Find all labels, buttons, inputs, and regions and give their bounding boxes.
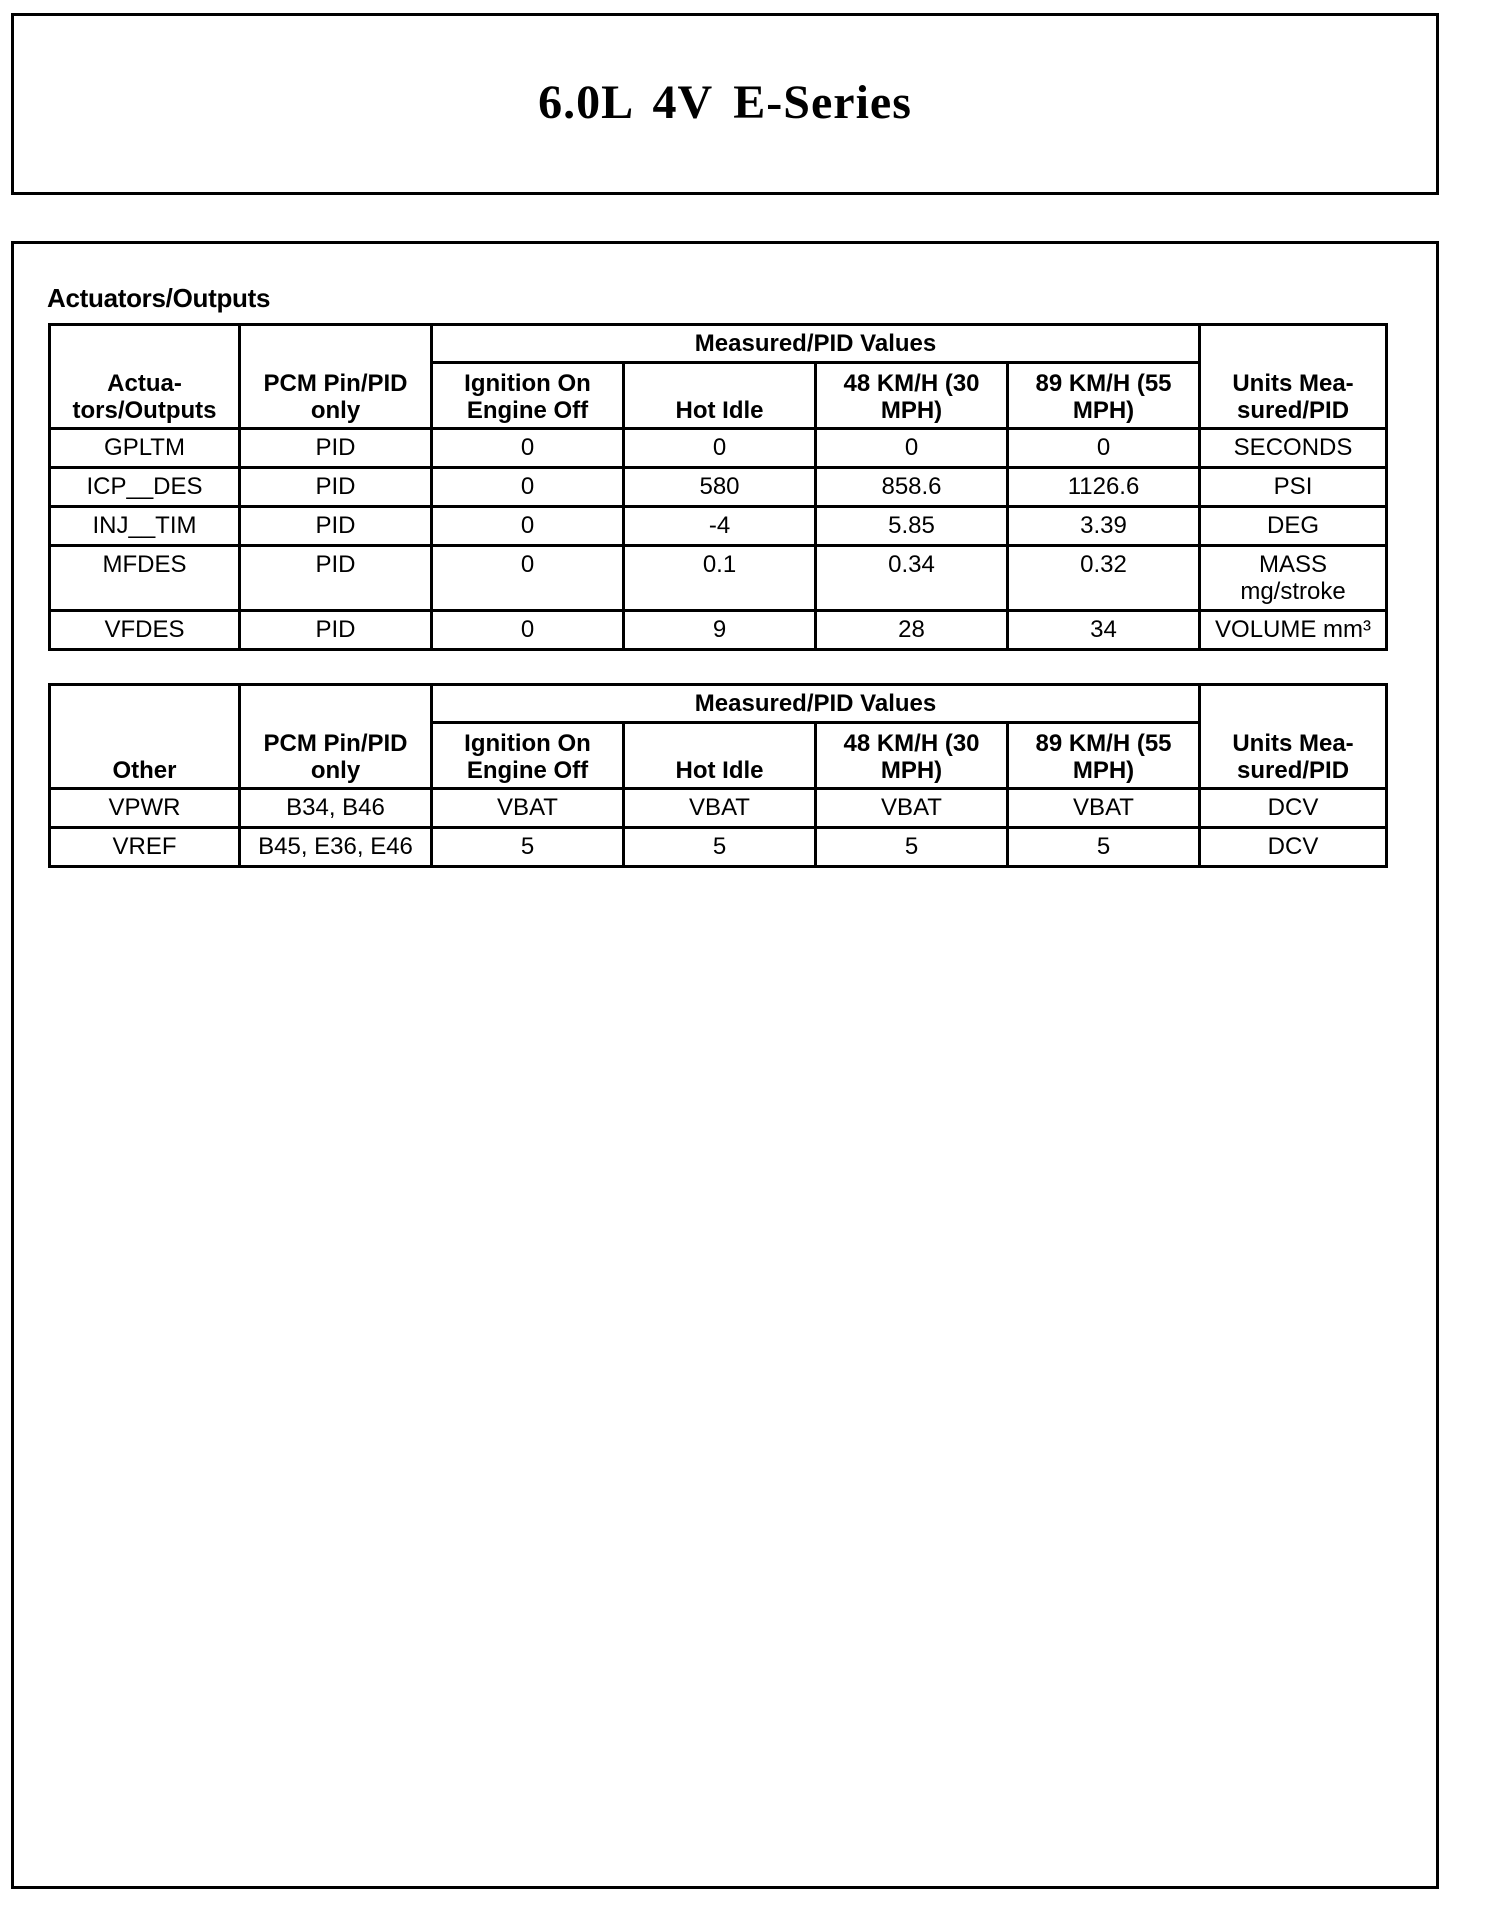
units-value: DEG xyxy=(1200,507,1387,546)
hot-idle-value: VBAT xyxy=(624,789,816,828)
pcm-pin: PID xyxy=(240,429,432,468)
units-value: VOLUME mm³ xyxy=(1200,611,1387,650)
table-row xyxy=(50,828,1387,867)
header-ignition-on: Ignition On Engine Off xyxy=(432,723,624,789)
row-name: VFDES xyxy=(50,611,240,650)
table-row xyxy=(50,789,1387,828)
units-value: MASS mg/stroke xyxy=(1200,546,1387,611)
kmh48-value: 0.34 xyxy=(816,546,1008,611)
kmh89-value: VBAT xyxy=(1008,789,1200,828)
header-other: Other xyxy=(50,685,240,789)
table-row xyxy=(50,429,1387,468)
row-name: GPLTM xyxy=(50,429,240,468)
header-hot-idle: Hot Idle xyxy=(624,363,816,429)
table-row xyxy=(50,507,1387,546)
kmh48-value: 858.6 xyxy=(816,468,1008,507)
kmh48-value: 28 xyxy=(816,611,1008,650)
header-measured-values: Measured/PID Values xyxy=(432,685,1200,723)
units-value: DCV xyxy=(1200,789,1387,828)
header-pcm-pin: PCM Pin/PID only xyxy=(240,325,432,429)
pcm-pin: PID xyxy=(240,507,432,546)
hot-idle-value: -4 xyxy=(624,507,816,546)
kmh48-value: 0 xyxy=(816,429,1008,468)
ignition-on-value: 5 xyxy=(432,828,624,867)
table-row xyxy=(50,546,1387,611)
header-pcm-pin: PCM Pin/PID only xyxy=(240,685,432,789)
hot-idle-value: 0 xyxy=(624,429,816,468)
row-name: MFDES xyxy=(50,546,240,611)
page-title: 6.0L 4V E-Series xyxy=(538,75,912,129)
header-ignition-on: Ignition On Engine Off xyxy=(432,363,624,429)
hot-idle-value: 9 xyxy=(624,611,816,650)
header-89-kmh: 89 KM/H (55 MPH) xyxy=(1008,723,1200,789)
pcm-pin: B45, E36, E46 xyxy=(240,828,432,867)
pcm-pin: PID xyxy=(240,611,432,650)
row-name: VREF xyxy=(50,828,240,867)
row-name: VPWR xyxy=(50,789,240,828)
header-measured-values: Measured/PID Values xyxy=(432,325,1200,363)
header-hot-idle: Hot Idle xyxy=(624,723,816,789)
ignition-on-value: 0 xyxy=(432,429,624,468)
kmh48-value: 5 xyxy=(816,828,1008,867)
ignition-on-value: 0 xyxy=(432,507,624,546)
row-name: ICP__DES xyxy=(50,468,240,507)
header-actuators-outputs: Actua- tors/Outputs xyxy=(50,325,240,429)
header-48-kmh: 48 KM/H (30 MPH) xyxy=(816,723,1008,789)
table-row xyxy=(50,611,1387,650)
pcm-pin: PID xyxy=(240,546,432,611)
table-row xyxy=(50,468,1387,507)
kmh89-value: 0 xyxy=(1008,429,1200,468)
kmh48-value: 5.85 xyxy=(816,507,1008,546)
hot-idle-value: 0.1 xyxy=(624,546,816,611)
kmh89-value: 34 xyxy=(1008,611,1200,650)
kmh89-value: 5 xyxy=(1008,828,1200,867)
hot-idle-value: 580 xyxy=(624,468,816,507)
ignition-on-value: VBAT xyxy=(432,789,624,828)
content-frame xyxy=(11,241,1439,1889)
other-table xyxy=(48,683,1388,868)
row-name: INJ__TIM xyxy=(50,507,240,546)
pcm-pin: B34, B46 xyxy=(240,789,432,828)
section-title: Actuators/Outputs xyxy=(47,283,271,313)
kmh89-value: 3.39 xyxy=(1008,507,1200,546)
ignition-on-value: 0 xyxy=(432,468,624,507)
header-units: Units Mea- sured/PID xyxy=(1200,325,1387,429)
units-value: SECONDS xyxy=(1200,429,1387,468)
header-units: Units Mea- sured/PID xyxy=(1200,685,1387,789)
ignition-on-value: 0 xyxy=(432,611,624,650)
header-48-kmh: 48 KM/H (30 MPH) xyxy=(816,363,1008,429)
kmh89-value: 0.32 xyxy=(1008,546,1200,611)
kmh89-value: 1126.6 xyxy=(1008,468,1200,507)
title-box xyxy=(11,13,1439,195)
ignition-on-value: 0 xyxy=(432,546,624,611)
header-89-kmh: 89 KM/H (55 MPH) xyxy=(1008,363,1200,429)
pcm-pin: PID xyxy=(240,468,432,507)
units-value: PSI xyxy=(1200,468,1387,507)
kmh48-value: VBAT xyxy=(816,789,1008,828)
hot-idle-value: 5 xyxy=(624,828,816,867)
actuators-outputs-table xyxy=(48,323,1388,651)
units-value: DCV xyxy=(1200,828,1387,867)
